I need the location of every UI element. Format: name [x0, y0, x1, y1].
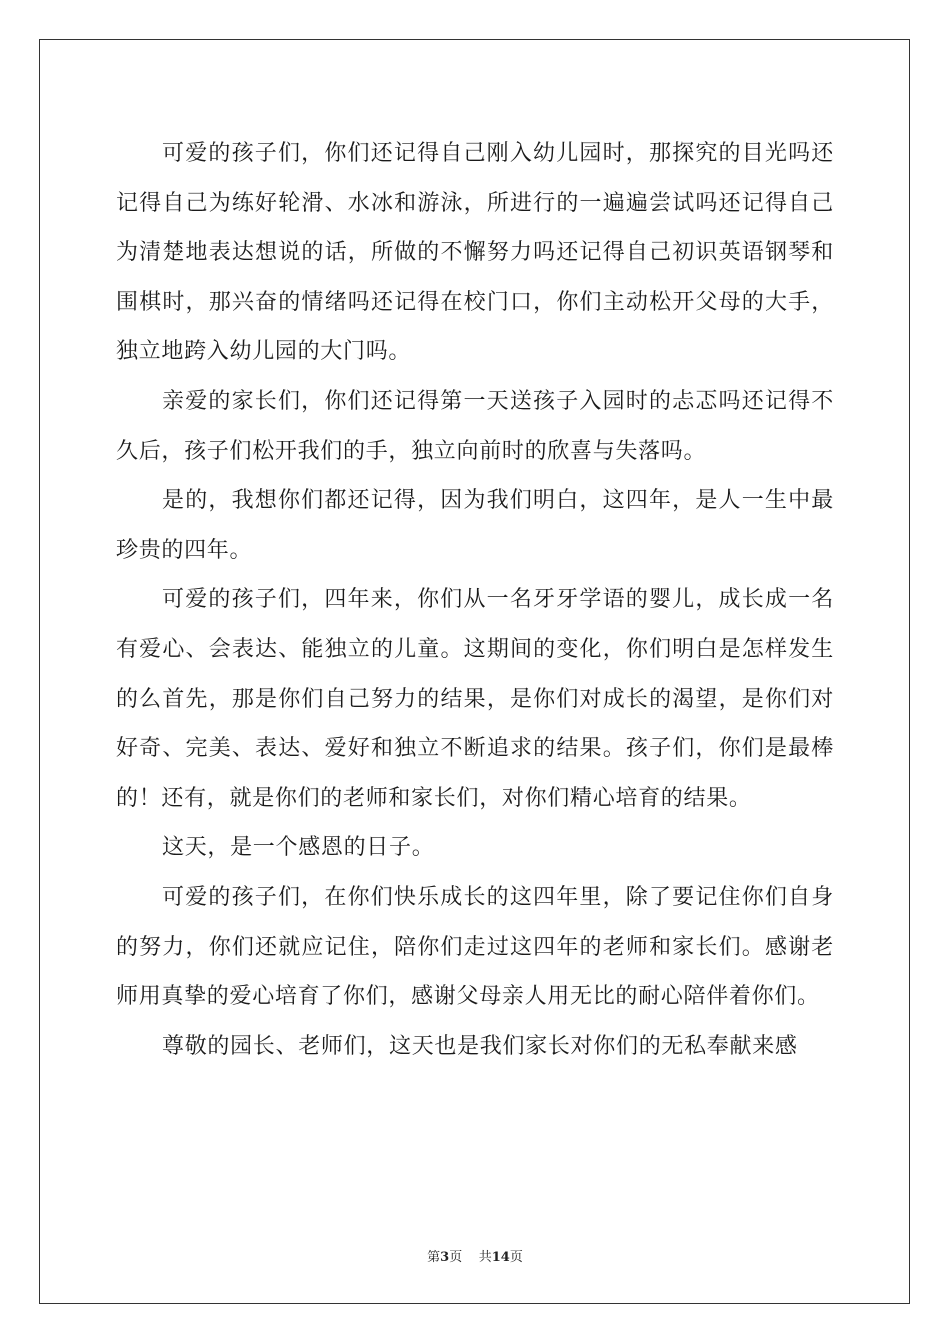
paragraph-6: 可爱的孩子们，在你们快乐成长的这四年里，除了要记住你们自身的努力，你们还就应记住，陪你们走过这四年的老师和家长们。感谢老师用真挚的爱心培育了你们，感谢父母亲人用无比的耐心陪伴着你们。	[116, 884, 834, 1010]
total-pages: 14	[491, 1250, 510, 1265]
paragraph-7: 尊敬的园长、老师们，这天也是我们家长对你们的无私奉献来感	[162, 1033, 798, 1059]
document-body	[116, 129, 834, 1071]
total-prefix: 共	[478, 1250, 492, 1265]
page-prefix: 第	[427, 1250, 441, 1265]
page-footer	[0, 1246, 950, 1265]
page-number: 3	[440, 1250, 450, 1265]
paragraph-2: 亲爱的家长们，你们还记得第一天送孩子入园时的忐忑吗还记得不久后，孩子们松开我们的手，独立向前时的欣喜与失落吗。	[116, 388, 834, 464]
paragraph-3: 是的，我想你们都还记得，因为我们明白，这四年，是人一生中最珍贵的四年。	[116, 488, 834, 563]
paragraph-5: 这天，是一个感恩的日子。	[162, 835, 435, 861]
total-suffix: 页	[509, 1250, 523, 1265]
paragraph-4: 可爱的孩子们，四年来，你们从一名牙牙学语的婴儿，成长成一名有爱心、会表达、能独立的儿童。这期间的变化，你们明白是怎样发生的么首先，那是你们自己努力的结果，是你们对成长的渴望，是你们对好奇、完美、表达、爱好和独立不断追求的结果。孩子们，你们是最棒的！还有，就是你们的老师和家长们，对你们精心培育的结果。	[116, 587, 834, 811]
paragraph-1: 可爱的孩子们，你们还记得自己刚入幼儿园时，那探究的目光吗还记得自己为练好轮滑、水冰和游泳，所进行的一遍遍尝试吗还记得自己为清楚地表达想说的话，所做的不懈努力吗还记得自己初识英语钢琴和围棋时，那兴奋的情绪吗还记得在校门口，你们主动松开父母的大手，独立地跨入幼儿园的大门吗。	[116, 141, 834, 365]
page-suffix: 页	[449, 1250, 463, 1265]
